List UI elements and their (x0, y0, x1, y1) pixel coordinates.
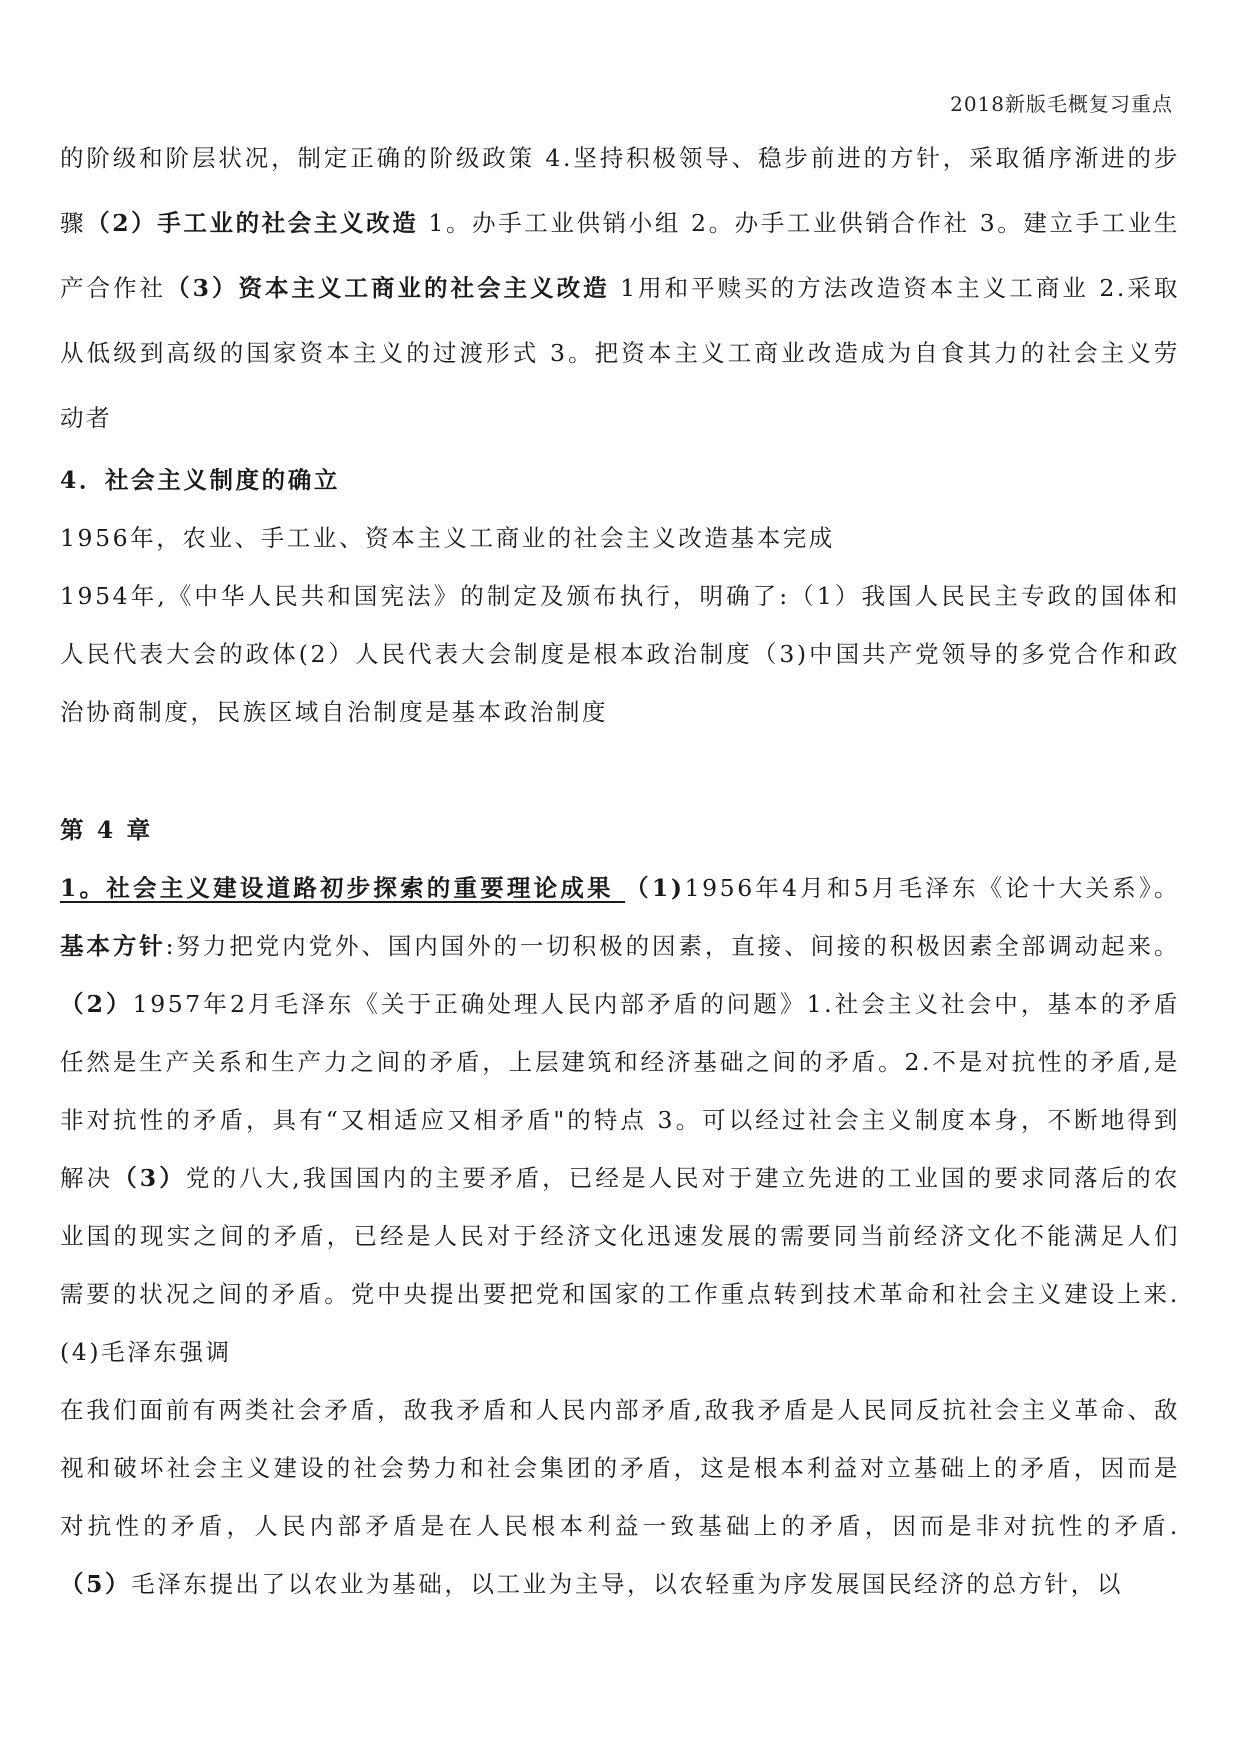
text-run: 在我们面前有两类社会矛盾，敌我矛盾和人民内部矛盾,敌我矛盾是人民同反抗社会主义革命、敌视和破坏社会主义建设的社会势力和社会集团的矛盾，这是根本利益对立基础上的矛盾，因而是对抗性的矛盾，人民内部矛盾是在人民根本利益一致基础上的矛盾，因而是非对抗性的矛盾. (60, 1396, 1180, 1540)
running-header-title: 2018新版毛概复习重点 (950, 92, 1173, 116)
underlined-bold-heading: 1。社会主义建设道路初步探索的重要理论成果 (60, 874, 626, 902)
paragraph-two-contradictions (60, 1381, 1180, 1613)
paragraph-transformation-policies (60, 126, 1180, 451)
text-run: 的阶级和阶层状况，制定正确的阶级政策 4.坚持积极领导、稳步前进的方针，采取循序渐进的步骤 (60, 144, 1180, 237)
text-run: :努力把党内党外、国内国外的一切积极的因素，直接、间接的积极因素全部调动起来。 (165, 932, 1180, 960)
bold-run: （5） (60, 1570, 132, 1598)
bold-run: （3） (113, 1164, 186, 1192)
bold-run: （2） (60, 990, 133, 1018)
chapter-heading: 第 4 章 (60, 816, 153, 844)
bold-run: （3）资本主义工商业的社会主义改造 (166, 274, 610, 302)
spacer (60, 741, 1180, 801)
paragraph-1956: 1956年，农业、手工业、资本主义工商业的社会主义改造基本完成 (60, 524, 835, 552)
paragraph-theory-results (60, 859, 1180, 1381)
text-run: 1。办手工业供销小组 2。办手工业供销合作社 3。建立手工业生产合作社 (60, 209, 1180, 302)
section-heading: 4．社会主义制度的确立 (60, 466, 340, 494)
bold-run: （1) (625, 874, 685, 902)
text-run: 1用和平赎买的方法改造资本主义工商业 2.采取从低级到高级的国家资本主义的过渡形式 3。把资本主义工商业改造成为自食其力的社会主义劳动者 (60, 274, 1180, 432)
text-run: 党的八大,我国国内的主要矛盾，已经是人民对于建立先进的工业国的要求同落后的农业国的现实之间的矛盾，已经是人民对于经济文化迅速发展的需要同当前经济文化不能满足人们需要的状况之间的矛盾。党中央提出要把党和国家的工作重点转到技术革命和社会主义建设上来. (4)毛泽东强调 (60, 1164, 1181, 1366)
bold-run: （2）手工业的社会主义改造 (86, 209, 419, 237)
bold-run: 基本方针 (60, 932, 166, 960)
text-run: 毛泽东提出了以农业为基础，以工业为主导，以农轻重为序发展国民经济的总方针，以 (131, 1570, 1123, 1598)
text-run: 1956年4月和5月毛泽东《论十大关系》。 (684, 874, 1180, 902)
text-run: 1957年2月毛泽东《关于正确处理人民内部矛盾的问题》1.社会主义社会中，基本的矛盾任然是生产关系和生产力之间的矛盾，上层建筑和经济基础之间的矛盾。2.不是对抗性的矛盾,是非对抗性的矛盾，具有“又相适应又相矛盾"的特点 3。可以经过社会主义制度本身，不断地得到解决 (60, 990, 1180, 1192)
paragraph-1954-constitution: 1954年,《中华人民共和国宪法》的制定及颁布执行，明确了:（1）我国人民民主专政的国体和人民代表大会的政体(2）人民代表大会制度是根本政治制度（3)中国共产党领导的多党合作和政治协商制度，民族区域自治制度是基本政治制度 (60, 582, 1180, 726)
document-body (60, 126, 1180, 1613)
